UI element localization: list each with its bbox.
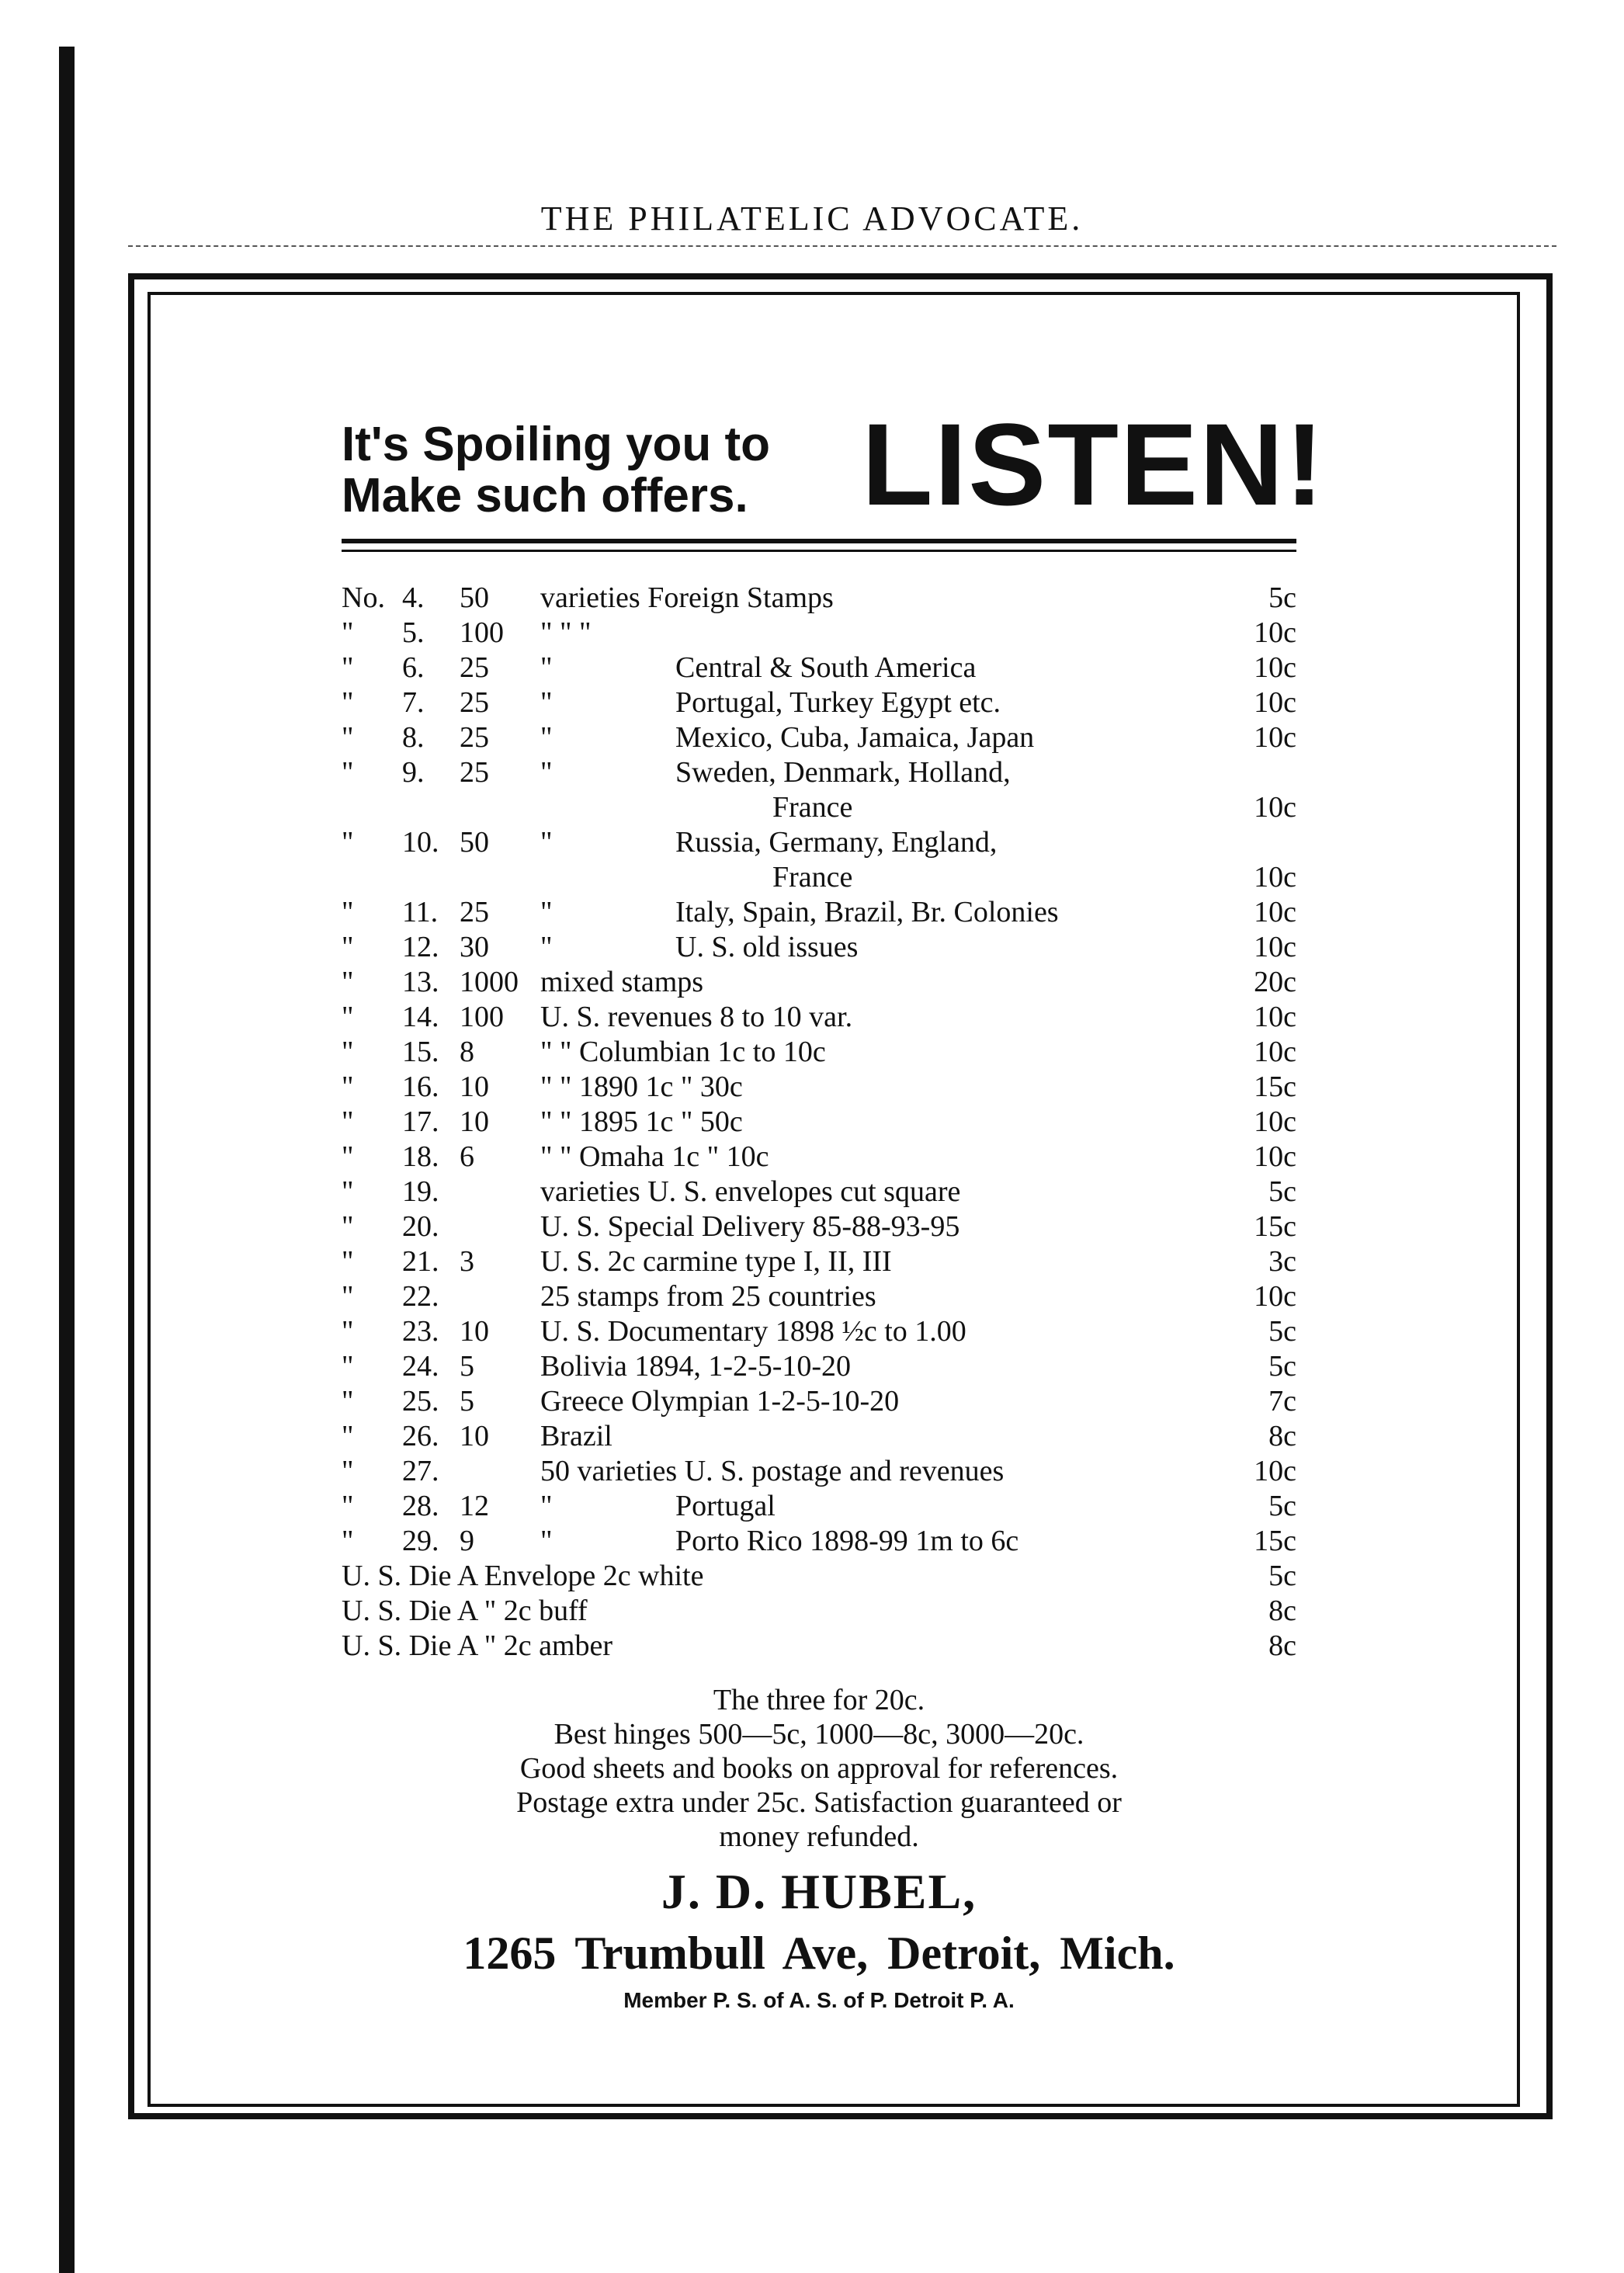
row-number: 20.	[402, 1210, 439, 1243]
row-quantity: 1000	[460, 966, 519, 998]
row-number: 28.	[402, 1490, 439, 1522]
row-description: " " Omaha 1c " 10c	[540, 1140, 769, 1173]
row-quantity: 5	[460, 1350, 474, 1383]
price-row	[342, 1244, 1296, 1279]
seller-name: J. D. HUBEL,	[661, 1864, 977, 1919]
row-description: "	[540, 651, 553, 684]
row-description-continued: France	[772, 861, 853, 894]
row-prefix: "	[342, 1245, 354, 1278]
row-description: U. S. Die A " 2c buff	[342, 1595, 588, 1627]
row-number: 12.	[402, 931, 439, 963]
row-description: "	[540, 1490, 553, 1522]
row-price: 8c	[1268, 1595, 1296, 1627]
price-row	[342, 1035, 1296, 1070]
row-prefix: "	[342, 1490, 354, 1522]
price-row	[342, 965, 1296, 1000]
row-description: U. S. Die A " 2c amber	[342, 1629, 613, 1662]
row-prefix: "	[342, 1525, 354, 1557]
price-row	[342, 651, 1296, 685]
row-prefix: "	[342, 651, 354, 684]
price-row	[342, 1070, 1296, 1105]
price-row	[342, 581, 1296, 616]
row-prefix: "	[342, 1140, 354, 1173]
row-prefix: "	[342, 896, 354, 928]
note-hinges: Best hinges 500—5c, 1000—8c, 3000—20c.	[553, 1718, 1084, 1751]
frame-bottom-rule	[128, 2113, 1553, 2119]
row-prefix: "	[342, 1455, 354, 1487]
price-row	[342, 1559, 1296, 1594]
price-row	[342, 1175, 1296, 1209]
seller-membership: Member P. S. of A. S. of P. Detroit P. A.	[623, 1988, 1015, 2012]
row-price: 10c	[1254, 1036, 1296, 1068]
row-prefix: No.	[342, 581, 385, 614]
row-number: 18.	[402, 1140, 439, 1173]
row-prefix: "	[342, 1420, 354, 1452]
price-row	[342, 1349, 1296, 1384]
price-row	[342, 825, 1296, 860]
row-price: 5c	[1268, 581, 1296, 614]
row-description-detail: Russia, Germany, England,	[675, 826, 998, 859]
row-description-detail: U. S. old issues	[675, 931, 859, 963]
row-number: 17.	[402, 1105, 439, 1138]
headline-listen: LISTEN!	[862, 399, 1326, 529]
row-description: "	[540, 1525, 553, 1557]
price-row	[342, 1594, 1296, 1629]
headline-line-1: It's Spoiling you to	[342, 418, 771, 471]
row-price: 10c	[1254, 931, 1296, 963]
row-number: 8.	[402, 721, 425, 754]
row-prefix: "	[342, 686, 354, 719]
row-prefix: "	[342, 966, 354, 998]
row-description: " " 1890 1c " 30c	[540, 1071, 743, 1103]
row-price: 10c	[1254, 1105, 1296, 1138]
price-row	[342, 755, 1296, 790]
row-price: 20c	[1254, 966, 1296, 998]
price-row	[342, 1105, 1296, 1140]
row-description: " " 1895 1c " 50c	[540, 1105, 743, 1138]
row-number: 24.	[402, 1350, 439, 1383]
row-price: 15c	[1254, 1071, 1296, 1103]
row-prefix: "	[342, 1105, 354, 1138]
row-prefix: "	[342, 1036, 354, 1068]
price-row	[342, 1140, 1296, 1175]
frame-top-rule	[128, 273, 1553, 279]
price-row	[342, 685, 1296, 720]
row-prefix: "	[342, 826, 354, 859]
row-number: 26.	[402, 1420, 439, 1452]
row-description: U. S. Special Delivery 85-88-93-95	[540, 1210, 960, 1243]
row-price: 10c	[1254, 1280, 1296, 1313]
row-number: 29.	[402, 1525, 439, 1557]
price-row	[342, 616, 1296, 651]
row-quantity: 3	[460, 1245, 474, 1278]
row-quantity: 6	[460, 1140, 474, 1173]
price-row	[342, 1384, 1296, 1419]
row-description-detail: Portugal	[675, 1490, 776, 1522]
row-description: "	[540, 686, 553, 719]
frame-left-rule	[128, 273, 134, 2119]
row-description: U. S. revenues 8 to 10 var.	[540, 1001, 853, 1033]
row-number: 22.	[402, 1280, 439, 1313]
row-price: 10c	[1254, 1140, 1296, 1173]
row-quantity: 10	[460, 1315, 489, 1348]
row-quantity: 30	[460, 931, 489, 963]
row-price: 10c	[1254, 651, 1296, 684]
row-description: "	[540, 826, 553, 859]
row-quantity: 8	[460, 1036, 474, 1068]
row-description: "	[540, 931, 553, 963]
row-price: 10c	[1254, 1455, 1296, 1487]
row-price: 10c	[1254, 616, 1296, 649]
row-number: 23.	[402, 1315, 439, 1348]
row-prefix: "	[342, 1210, 354, 1243]
row-number: 13.	[402, 966, 439, 998]
row-number: 19.	[402, 1175, 439, 1208]
row-description: U. S. 2c carmine type I, II, III	[540, 1245, 892, 1278]
row-price: 10c	[1254, 721, 1296, 754]
row-quantity: 25	[460, 686, 489, 719]
row-description: "	[540, 721, 553, 754]
row-price: 10c	[1254, 861, 1296, 894]
row-quantity: 5	[460, 1385, 474, 1418]
row-prefix: "	[342, 1280, 354, 1313]
row-price: 3c	[1268, 1245, 1296, 1278]
price-row	[342, 1489, 1296, 1524]
price-row	[342, 1314, 1296, 1349]
price-row	[342, 1524, 1296, 1559]
row-quantity: 12	[460, 1490, 489, 1522]
row-description: varieties U. S. envelopes cut square	[540, 1175, 961, 1208]
row-price: 7c	[1268, 1385, 1296, 1418]
price-row	[342, 1629, 1296, 1664]
headline-line-2: Make such offers.	[342, 469, 748, 522]
headline-rule	[342, 539, 1296, 543]
row-description: mixed stamps	[540, 966, 704, 998]
row-prefix: "	[342, 616, 354, 649]
row-quantity: 25	[460, 651, 489, 684]
page-header-title: THE PHILATELIC ADVOCATE.	[540, 200, 1084, 238]
headline-tagline	[342, 419, 770, 522]
row-description: Greece Olympian 1-2-5-10-20	[540, 1385, 900, 1418]
row-number: 11.	[402, 896, 439, 928]
price-row	[342, 790, 1296, 825]
row-description: "	[540, 896, 553, 928]
row-description-detail: Sweden, Denmark, Holland,	[675, 756, 1011, 789]
row-price: 10c	[1254, 686, 1296, 719]
header-rule	[128, 245, 1556, 247]
seller-block	[342, 1747, 1296, 2013]
row-description: Brazil	[540, 1420, 612, 1452]
row-description: 25 stamps from 25 countries	[540, 1280, 876, 1313]
row-number: 27.	[402, 1455, 439, 1487]
row-prefix: "	[342, 756, 354, 789]
row-quantity: 25	[460, 721, 489, 754]
row-description: Bolivia 1894, 1-2-5-10-20	[540, 1350, 852, 1383]
row-number: 14.	[402, 1001, 439, 1033]
row-quantity: 10	[460, 1071, 489, 1103]
row-prefix: "	[342, 931, 354, 963]
price-list	[342, 581, 1296, 1664]
price-row	[342, 930, 1296, 965]
binding-shadow	[59, 47, 75, 2273]
row-prefix: "	[342, 1350, 354, 1383]
row-price: 5c	[1268, 1175, 1296, 1208]
note-approval: Good sheets and books on approval for references.	[519, 1752, 1119, 1785]
row-prefix: "	[342, 1001, 354, 1033]
row-prefix: "	[342, 1315, 354, 1348]
row-number: 6.	[402, 651, 425, 684]
row-price: 10c	[1254, 791, 1296, 824]
price-row	[342, 720, 1296, 755]
row-price: 8c	[1268, 1420, 1296, 1452]
note-postage: Postage extra under 25c. Satisfaction guaranteed or	[516, 1786, 1122, 1819]
row-description: " " Columbian 1c to 10c	[540, 1036, 826, 1068]
row-description: 50 varieties U. S. postage and revenues	[540, 1455, 1005, 1487]
note-refund: money refunded.	[719, 1820, 919, 1853]
row-quantity: 100	[460, 616, 504, 649]
price-row	[342, 1279, 1296, 1314]
row-prefix: "	[342, 1175, 354, 1208]
row-price: 10c	[1254, 1001, 1296, 1033]
row-description: varieties Foreign Stamps	[540, 581, 834, 614]
row-description-continued: France	[772, 791, 853, 824]
row-description-detail: Portugal, Turkey Egypt etc.	[675, 686, 1001, 719]
row-price: 15c	[1254, 1525, 1296, 1557]
row-quantity: 25	[460, 896, 489, 928]
price-row	[342, 1209, 1296, 1244]
row-description: U. S. Documentary 1898 ½c to 1.00	[540, 1315, 966, 1348]
row-number: 10.	[402, 826, 439, 859]
row-number: 15.	[402, 1036, 439, 1068]
row-quantity: 10	[460, 1420, 489, 1452]
row-number: 25.	[402, 1385, 439, 1418]
row-quantity: 25	[460, 756, 489, 789]
row-description-detail: Porto Rico 1898-99 1m to 6c	[675, 1525, 1019, 1557]
row-price: 5c	[1268, 1490, 1296, 1522]
row-price: 5c	[1268, 1315, 1296, 1348]
row-prefix: "	[342, 1385, 354, 1418]
headline-rule-thin	[342, 550, 1296, 552]
row-quantity: 100	[460, 1001, 504, 1033]
row-number: 21.	[402, 1245, 439, 1278]
price-row	[342, 1419, 1296, 1454]
row-description-detail: Central & South America	[675, 651, 977, 684]
row-number: 9.	[402, 756, 425, 789]
row-description: " " "	[540, 616, 592, 649]
row-number: 16.	[402, 1071, 439, 1103]
row-quantity: 50	[460, 581, 489, 614]
row-price: 5c	[1268, 1350, 1296, 1383]
row-prefix: "	[342, 1071, 354, 1103]
row-description: "	[540, 756, 553, 789]
row-price: 15c	[1254, 1210, 1296, 1243]
frame-right-rule	[1546, 273, 1553, 2119]
row-number: 7.	[402, 686, 425, 719]
note-three: The three for 20c.	[713, 1684, 925, 1716]
row-prefix: "	[342, 721, 354, 754]
row-description: U. S. Die A Envelope 2c white	[342, 1560, 704, 1592]
price-row	[342, 895, 1296, 930]
row-number: 5.	[402, 616, 425, 649]
row-number: 4.	[402, 581, 425, 614]
row-price: 10c	[1254, 896, 1296, 928]
row-description-detail: Mexico, Cuba, Jamaica, Japan	[675, 721, 1035, 754]
row-description-detail: Italy, Spain, Brazil, Br. Colonies	[675, 896, 1059, 928]
price-row	[342, 1000, 1296, 1035]
row-price: 8c	[1268, 1629, 1296, 1662]
row-quantity: 9	[460, 1525, 474, 1557]
row-price: 5c	[1268, 1560, 1296, 1592]
seller-address: 1265 Trumbull Ave, Detroit, Mich.	[463, 1928, 1175, 1979]
price-row	[342, 860, 1296, 895]
price-row	[342, 1454, 1296, 1489]
row-quantity: 10	[460, 1105, 489, 1138]
row-quantity: 50	[460, 826, 489, 859]
